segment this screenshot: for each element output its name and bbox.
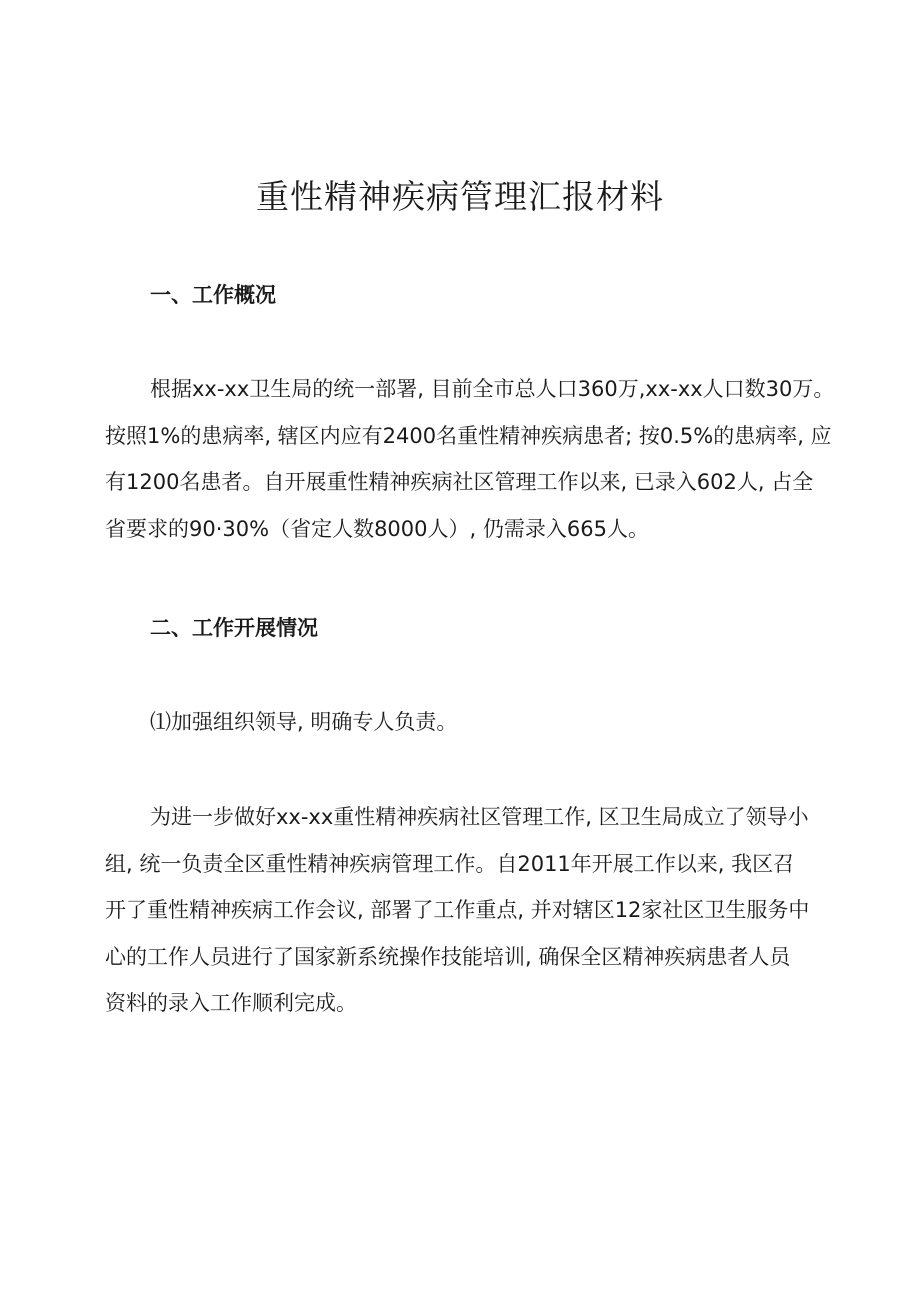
paragraph-line: 根据xx-xx卫生局的统一部署, 目前全市总人口360万,xx-xx人口数30万。	[150, 377, 835, 401]
paragraph-line: 组, 统一负责全区重性精神疾病管理工作。自2011年开展工作以来, 我区召	[105, 851, 795, 876]
section-heading-overview: 一、工作概况	[150, 282, 276, 307]
paragraph-overview	[105, 366, 835, 552]
paragraph-line: 有1200名患者。自开展重性精神疾病社区管理工作以来, 已录入602人, 占全	[105, 470, 814, 494]
subheading-leadership: ⑴加强组织领导, 明确专人负责。	[150, 710, 458, 734]
paragraph-line: 资料的录入工作顺利完成。	[105, 991, 357, 1015]
paragraph-line: 省要求的90·30%（省定人数8000人）, 仍需录入665人。	[105, 516, 649, 541]
paragraph-leadership	[105, 794, 825, 1027]
document-title: 重性精神疾病管理汇报材料	[256, 177, 664, 216]
paragraph-line: 开了重性精神疾病工作会议, 部署了工作重点, 并对辖区12家社区卫生服务中	[105, 898, 810, 922]
paragraph-line: 按照1%的患病率, 辖区内应有2400名重性精神疾病患者; 按0.5%的患病率, 应	[105, 423, 832, 448]
paragraph-line: 为进一步做好xx-xx重性精神疾病社区管理工作, 区卫生局成立了领导小	[150, 805, 809, 829]
paragraph-line: 心的工作人员进行了国家新系统操作技能培训, 确保全区精神疾病患者人员	[105, 944, 791, 969]
section-heading-progress: 二、工作开展情况	[150, 615, 318, 640]
